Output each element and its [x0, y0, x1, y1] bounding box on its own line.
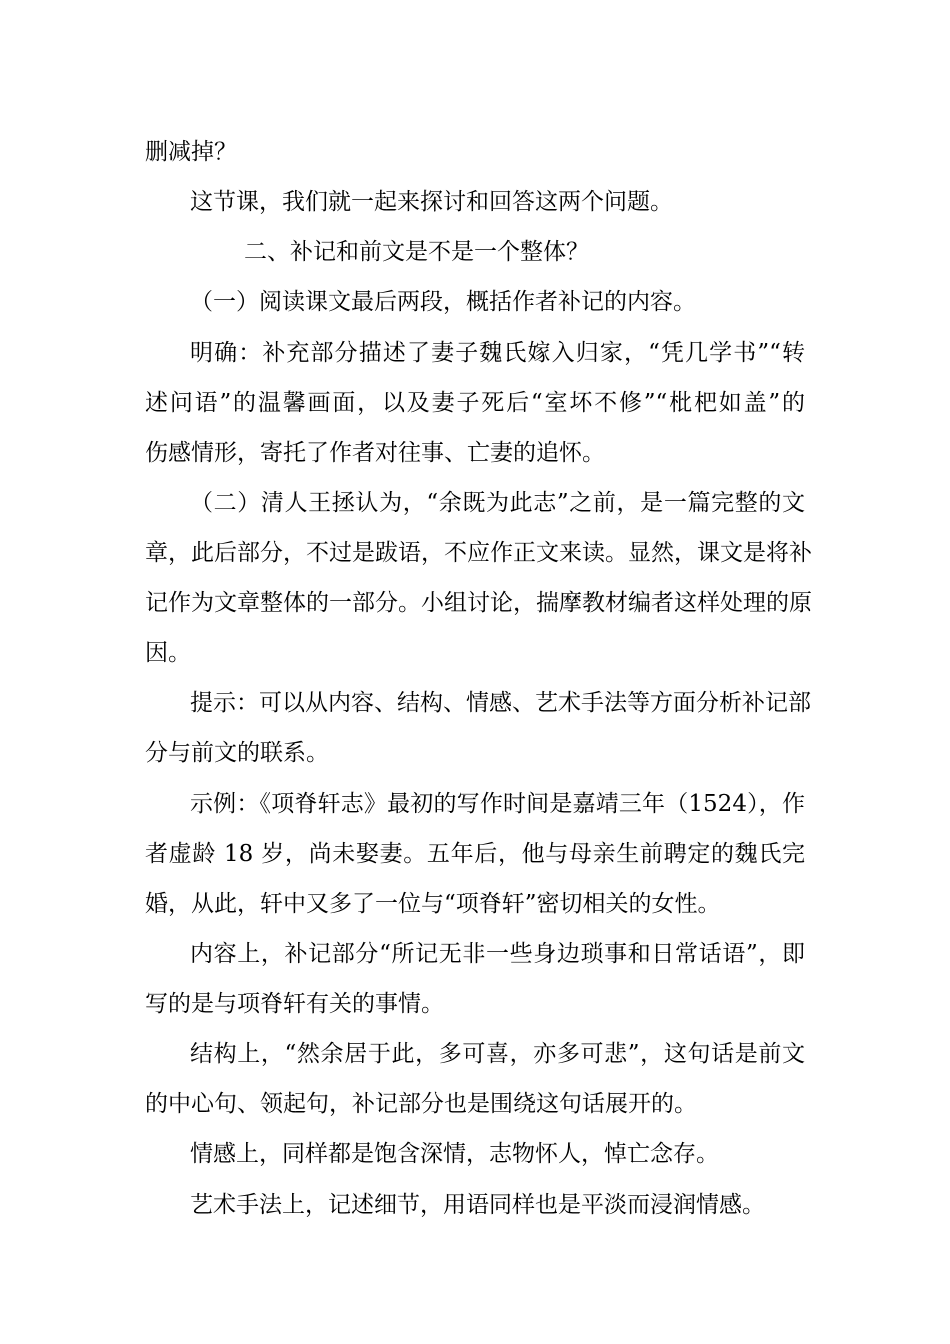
- answer-line-1: 明确：补充部分描述了妻子魏氏嫁入归家，“凭几学书”“转: [190, 340, 805, 366]
- hint-line-2: 分与前文的联系。: [145, 740, 329, 766]
- structure-line-1: 结构上，“然余居于此，多可喜，亦多可悲”，这句话是前文: [190, 1041, 805, 1067]
- content-line-1: 内容上，补记部分“所记无非一些身边琐事和日常话语”，即: [190, 941, 805, 967]
- example-line-2: 者虚龄 18 岁，尚未娶妻。五年后，他与母亲生前聘定的魏氏完: [145, 841, 805, 867]
- content-line-2: 写的是与项脊轩有关的事情。: [145, 991, 444, 1017]
- technique-line: 艺术手法上，记述细节，用语同样也是平淡而浸润情感。: [190, 1192, 765, 1218]
- answer-line-3: 伤感情形，寄托了作者对往事、亡妻的追怀。: [145, 440, 605, 466]
- structure-line-2: 的中心句、领起句，补记部分也是围绕这句话展开的。: [145, 1091, 697, 1117]
- question-2-line-1: （二）清人王拯认为，“余既为此志”之前，是一篇完整的文: [190, 490, 805, 516]
- question-2-line-4: 因。: [145, 640, 191, 666]
- emotion-line: 情感上，同样都是饱含深情，志物怀人，悼亡念存。: [190, 1141, 719, 1167]
- question-2-line-3: 记作为文章整体的一部分。小组讨论，揣摩教材编者这样处理的原: [145, 590, 812, 616]
- example-line-1: 示例：《项脊轩志》最初的写作时间是嘉靖三年（1524），作: [190, 791, 805, 817]
- text-line-2: 这节课，我们就一起来探讨和回答这两个问题。: [190, 189, 673, 215]
- answer-line-2: 述问语”的温馨画面，以及妻子死后“室坏不修”“枇杷如盖”的: [145, 390, 805, 416]
- hint-line-1: 提示：可以从内容、结构、情感、艺术手法等方面分析补记部: [190, 690, 811, 716]
- text-line-1: 删减掉？: [145, 139, 237, 165]
- section-heading: 二、补记和前文是不是一个整体？: [244, 239, 589, 265]
- question-2-line-2: 章，此后部分，不过是跋语，不应作正文来读。显然，课文是将补: [145, 540, 812, 566]
- question-1: （一）阅读课文最后两段，概括作者补记的内容。: [190, 289, 696, 315]
- example-line-3: 婚，从此，轩中又多了一位与“项脊轩”密切相关的女性。: [145, 891, 721, 917]
